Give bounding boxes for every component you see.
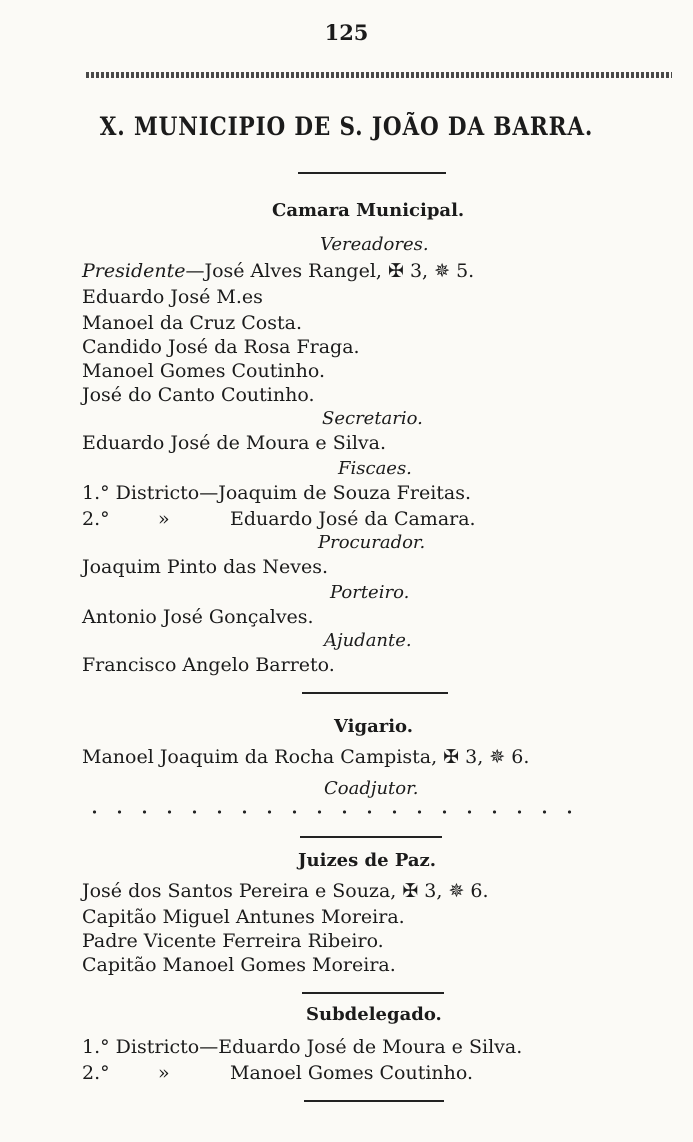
porteiro-label: Porteiro. <box>330 582 410 603</box>
camara-heading: Camara Municipal. <box>272 200 465 221</box>
presidente-name: —José Alves Rangel, ✠ 3, ✵ 5. <box>185 260 475 282</box>
vigario-name: Manoel Joaquim da Rocha Campista, ✠ 3, ✵ 6. <box>82 746 530 768</box>
ajudante-name: Francisco Angelo Barreto. <box>82 654 335 676</box>
procurador-name: Joaquim Pinto das Neves. <box>82 556 329 578</box>
juizes-heading: Juizes de Paz. <box>298 850 437 871</box>
procurador-label: Procurador. <box>318 532 426 553</box>
subdelegado-2-prefix: 2.° <box>82 1062 110 1084</box>
fiscal-2-prefix: 2.° <box>82 508 110 530</box>
ornamental-rule <box>86 72 672 78</box>
subdelegado-1-name: Eduardo José de Moura e Silva. <box>218 1036 523 1058</box>
divider <box>302 692 448 694</box>
fiscaes-label: Fiscaes. <box>338 458 412 479</box>
porteiro-name: Antonio José Gonçalves. <box>82 606 314 628</box>
juiz-4: Capitão Manoel Gomes Moreira. <box>82 954 396 976</box>
section-title: X. MUNICIPIO DE S. JOÃO DA BARRA. <box>99 112 594 141</box>
secretario-label: Secretario. <box>322 408 423 429</box>
presidente-line <box>82 260 474 282</box>
juiz-3: Padre Vicente Ferreira Ribeiro. <box>82 930 384 952</box>
juiz-1: José dos Santos Pereira e Souza, ✠ 3, ✵ 6. <box>82 880 489 902</box>
dotted-leader <box>82 808 577 816</box>
vereador-1: Eduardo José M.es <box>82 286 263 308</box>
fiscal-2-name: Eduardo José da Camara. <box>230 508 476 530</box>
secretario-name: Eduardo José de Moura e Silva. <box>82 432 386 454</box>
fiscal-1-line <box>82 482 471 504</box>
fiscal-1-name: Joaquim de Souza Freitas. <box>218 482 472 504</box>
page-number: 125 <box>324 20 369 45</box>
vigario-heading: Vigario. <box>334 716 414 737</box>
vereadores-label: Vereadores. <box>320 234 429 255</box>
juiz-2: Capitão Miguel Antunes Moreira. <box>82 906 405 928</box>
vereador-2: Manoel da Cruz Costa. <box>82 312 302 334</box>
divider <box>302 992 444 994</box>
subdelegado-1-line <box>82 1036 522 1058</box>
fiscal-1-prefix: 1.° Districto— <box>82 482 219 504</box>
divider <box>304 1100 444 1102</box>
vereador-3: Candido José da Rosa Fraga. <box>82 336 360 358</box>
coadjutor-label: Coadjutor. <box>324 778 419 799</box>
divider <box>298 172 446 174</box>
subdelegado-heading: Subdelegado. <box>306 1004 442 1025</box>
vereador-5: José do Canto Coutinho. <box>82 384 315 406</box>
subdelegado-1-prefix: 1.° Districto— <box>82 1036 219 1058</box>
fiscal-2-ditto: » <box>158 508 170 530</box>
presidente-label: Presidente <box>82 260 186 282</box>
ajudante-label: Ajudante. <box>324 630 412 651</box>
divider <box>300 836 442 838</box>
vereador-4: Manoel Gomes Coutinho. <box>82 360 326 382</box>
subdelegado-2-ditto: » <box>158 1062 170 1084</box>
subdelegado-2-name: Manoel Gomes Coutinho. <box>230 1062 474 1084</box>
